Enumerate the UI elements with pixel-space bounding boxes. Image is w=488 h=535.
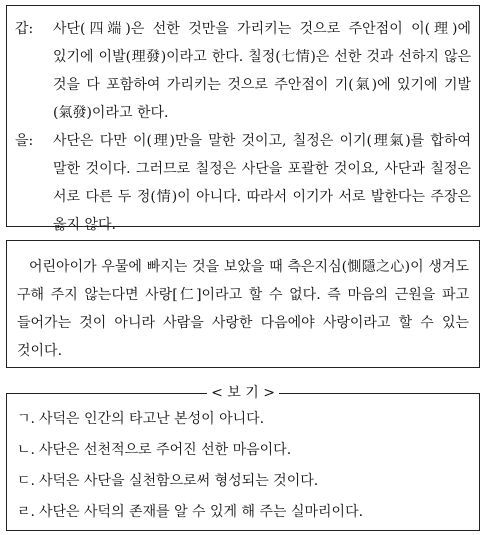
bogi-item-text: 사단은 사덕의 존재를 알 수 있게 해 주는 실마리이다. [39, 504, 364, 520]
bogi-item-key: ㄹ. [17, 504, 35, 520]
second-passage-text: 어린아이가 우물에 빠지는 것을 보았을 때 측은지심(惻隱之心)이 생겨도 구해 주지 않는다면 사랑[仁]이라고 할 수 없다. 즉 마음의 근원을 파고 들어가는 것이 아니라 사람을 사랑한 다음에야 사랑이라고 할 수 있는 것이다. [17, 259, 469, 359]
bogi-item [17, 497, 471, 528]
speaker-eul [15, 127, 471, 239]
bogi-list [17, 404, 471, 528]
bogi-item-key: ㄴ. [17, 442, 35, 458]
bogi-item [17, 466, 471, 497]
bogi-item-text: 사단은 선천적으로 주어진 선한 마음이다. [39, 442, 292, 458]
speaker-gap [15, 15, 471, 127]
bogi-item [17, 404, 471, 435]
speaker-label: 갑: [15, 21, 34, 37]
second-passage-box [6, 240, 480, 368]
bogi-title [7, 384, 479, 402]
speaker-statement: 사단(四端)은 선한 것만을 가리키는 것으로 주안점이 이(理)에 있기에 이발(理發)이라고 한다. 칠정(七情)은 선한 것과 선하지 않은 것을 다 포함하여 가리키는 것으로 주안점이 기(氣)에 있기에 기발(氣發)이라고 한다. [53, 21, 471, 121]
dialogue-passage-box [6, 5, 480, 233]
speaker-statement: 사단은 다만 이(理)만을 말한 것이고, 칠정은 이기(理氣)를 합하여 말한 것이다. 그러므로 칠정은 사단을 포괄한 것이요, 사단과 칠정은 서로 다른 두 정(情)이 아니다. 따라서 이기가 서로 발한다는 주장은 옳지 않다. [53, 133, 471, 233]
bogi-item-text: 사덕은 인간의 타고난 본성이 아니다. [39, 411, 265, 427]
bogi-box [6, 385, 480, 531]
bogi-item-key: ㄱ. [17, 411, 35, 427]
speaker-label: 을: [15, 133, 34, 149]
bogi-item-text: 사덕은 사단을 실천함으로써 형성되는 것이다. [39, 473, 319, 489]
bogi-title-text: < 보 기 > [207, 385, 279, 401]
bogi-item-key: ㄷ. [17, 473, 35, 489]
bogi-item [17, 435, 471, 466]
